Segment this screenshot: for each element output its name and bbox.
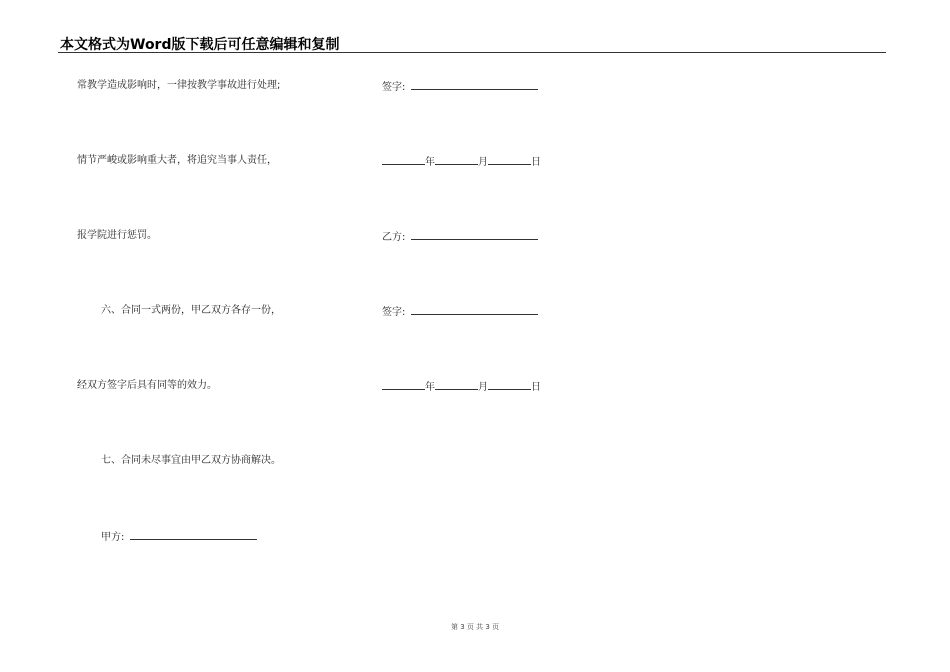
day-label-2: 日 [531, 382, 541, 393]
day-blank-2 [488, 379, 531, 390]
party-b-row [382, 229, 538, 245]
date-row-1 [382, 154, 541, 170]
date-row-2 [382, 379, 541, 395]
year-label-1: 年 [425, 157, 435, 168]
header-divider [58, 52, 886, 53]
clause-seven: 七、合同未尽事宜由甲乙双方协商解决。 [101, 455, 281, 466]
clause-six: 六、合同一式两份，甲乙双方各存一份， [101, 305, 281, 316]
signature-row-1 [382, 79, 538, 95]
month-label-1: 月 [478, 157, 488, 168]
month-blank-2 [435, 379, 478, 390]
month-blank-1 [435, 154, 478, 165]
signature-blank-2 [411, 304, 538, 315]
document-header-title: 本文格式为Word版下载后可任意编辑和复制 [60, 37, 340, 53]
clause-line-5: 经双方签字后具有同等的效力。 [77, 380, 217, 391]
day-blank-1 [488, 154, 531, 165]
signature-blank-1 [411, 79, 538, 90]
signature-label-1: 签字: [382, 82, 406, 93]
signature-row-2 [382, 304, 538, 320]
day-label-1: 日 [531, 157, 541, 168]
page-number-footer: 第 3 页 共 3 页 [450, 623, 500, 631]
year-blank-1 [382, 154, 425, 165]
signature-label-2: 签字: [382, 307, 406, 318]
clause-line-3: 报学院进行惩罚。 [77, 230, 157, 241]
party-a-label: 甲方: [101, 532, 125, 543]
year-blank-2 [382, 379, 425, 390]
party-b-label: 乙方: [382, 232, 406, 243]
year-label-2: 年 [425, 382, 435, 393]
month-label-2: 月 [478, 382, 488, 393]
party-a-blank [130, 529, 257, 540]
party-b-blank [411, 229, 538, 240]
clause-line-2: 情节严峻或影响重大者，将追究当事人责任， [77, 155, 277, 166]
party-a-signature [101, 529, 257, 545]
clause-line-1: 常教学造成影响时，一律按教学事故进行处理; [77, 80, 281, 91]
